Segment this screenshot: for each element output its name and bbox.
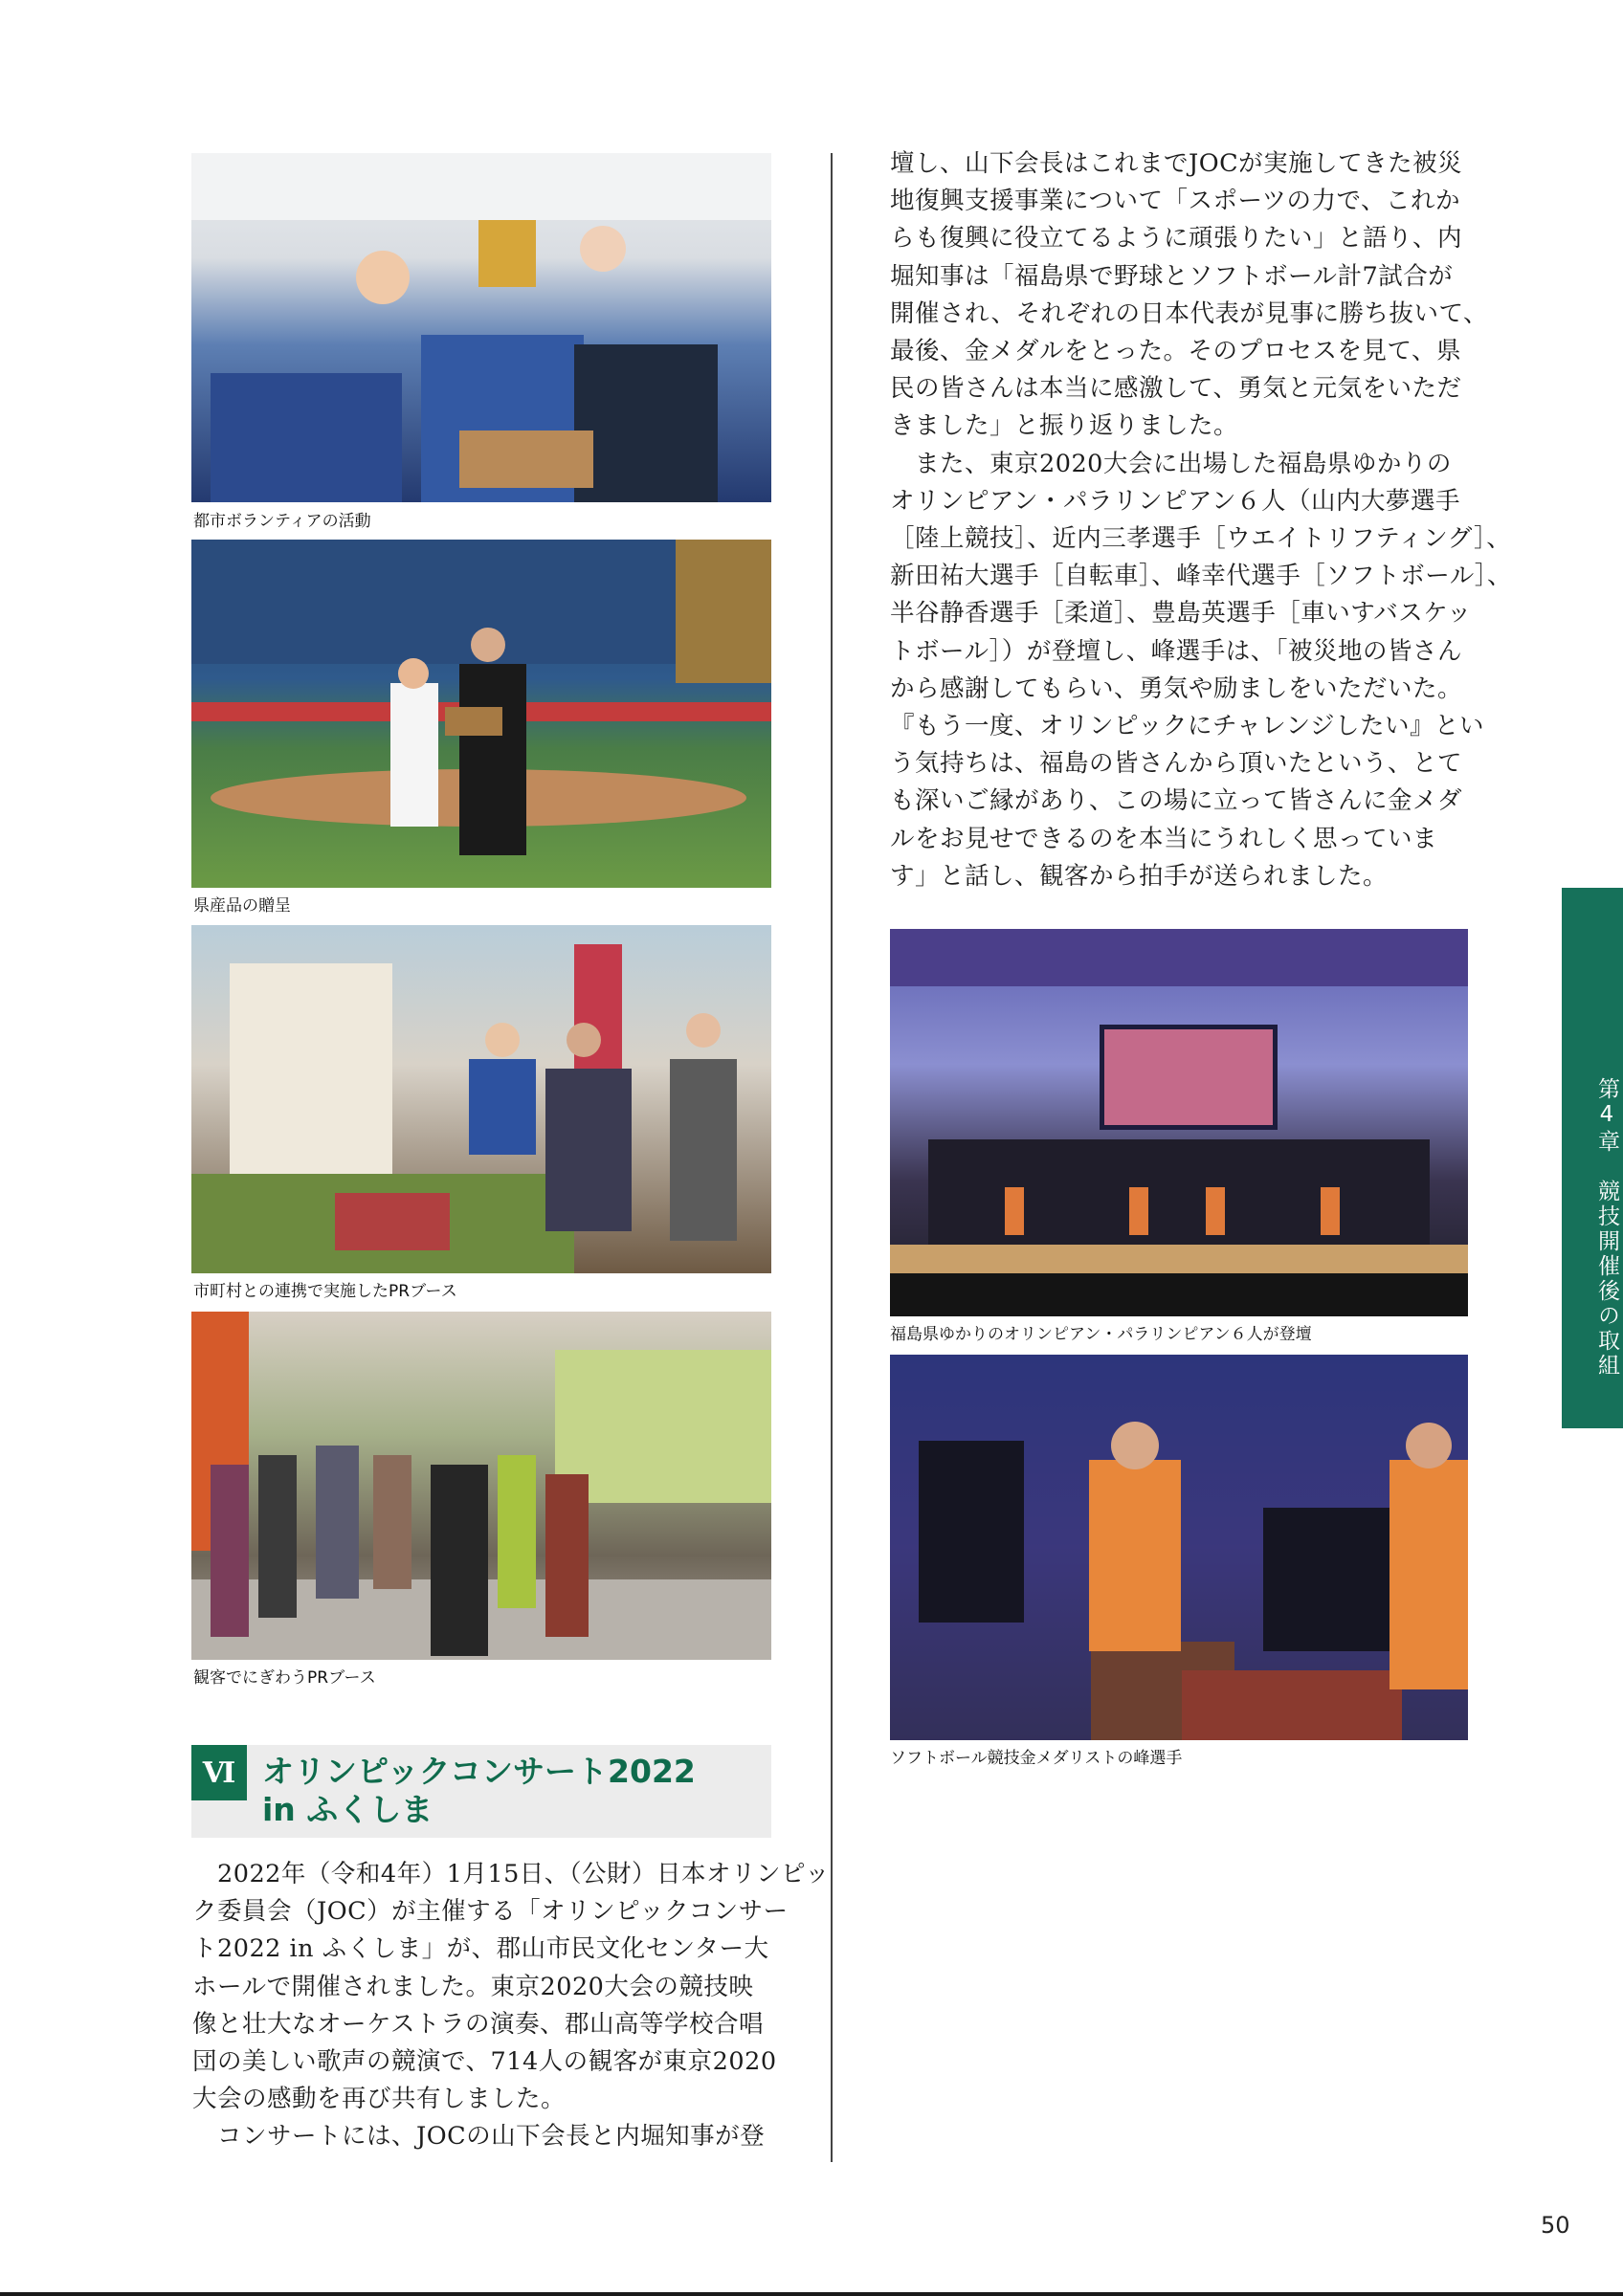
text-line: ト2022 in ふくしま」が、郡山市民文化センター大 — [192, 1934, 769, 1964]
text-line: 団の美しい歌声の競演で、714人の観客が東京2020 — [192, 2047, 777, 2077]
text-line: 民の皆さんは本当に感激して、勇気と元気をいただ — [890, 374, 1462, 404]
text-line: ホールで開催されました。東京2020大会の競技映 — [192, 1972, 754, 2001]
text-line: 大会の感動を再び共有しました。 — [192, 2085, 567, 2114]
text-line: 像と壮大なオーケストラの演奏、郡山高等学校合唱 — [192, 2009, 764, 2039]
text-line: 2022年（令和4年）1月15日、（公財）日本オリンピッ — [192, 1860, 831, 1888]
photo-caption-4: 観客でにぎわうPRブース — [193, 1668, 376, 1688]
text-line: す」と話し、観客から拍手が送られました。 — [890, 861, 1389, 891]
section-heading — [191, 1745, 771, 1838]
chapter-side-tab: 第4章 競技開催後の取組 — [1562, 888, 1623, 1428]
text-line: ク委員会（JOC）が主催する「オリンピックコンサー — [192, 1897, 789, 1927]
photo-caption-2: 県産品の贈呈 — [193, 896, 291, 916]
photo-crowded-pr-booth — [191, 1312, 771, 1660]
photo-caption-6: ソフトボール競技金メダリストの峰選手 — [890, 1749, 1183, 1768]
photo-volunteer-activity — [191, 153, 771, 502]
text-line: また、東京2020大会に出場した福島県ゆかりの — [890, 449, 1452, 478]
page-number: 50 — [1541, 2212, 1570, 2239]
bottom-rule — [0, 2292, 1623, 2296]
photo-municipal-pr-booth — [191, 925, 771, 1273]
section-title — [262, 1753, 696, 1829]
text-line: も深いご縁があり、この場に立って皆さんに金メダ — [890, 786, 1463, 816]
section-title-line-1: オリンピックコンサート2022 — [262, 1753, 696, 1790]
text-line: から感謝してもらい、勇気や励ましをいただいた。 — [890, 673, 1463, 703]
text-line: オリンピアン・パラリンピアン６人（山内大夢選手 — [890, 486, 1460, 516]
photo-olympians-on-stage — [890, 929, 1468, 1316]
text-line: コンサートには、JOCの山下会長と内堀知事が登 — [192, 2122, 766, 2152]
text-line: トボール］）が登壇し、峰選手は、「被災地の皆さん — [890, 636, 1462, 666]
text-line: 地復興支援事業について「スポーツの力で、これか — [890, 187, 1460, 216]
photo-gold-medalist — [890, 1355, 1468, 1740]
text-line: 開催され、それぞれの日本代表が見事に勝ち抜いて、 — [890, 298, 1489, 328]
section-number-badge: Ⅵ — [191, 1745, 247, 1800]
text-line: 堀知事は「福島県で野球とソフトボール計7試合が — [890, 261, 1454, 291]
left-column-text — [192, 1856, 830, 2156]
section-title-line-2: in ふくしま — [262, 1791, 434, 1828]
text-line: 壇し、山下会長はこれまでJOCが実施してきた被災 — [890, 149, 1463, 178]
photo-caption-1: 都市ボランティアの活動 — [193, 512, 371, 531]
text-line: 『もう一度、オリンピックにチャレンジしたい』とい — [890, 712, 1484, 741]
text-line: 新田祐大選手［自転車］、峰幸代選手［ソフトボール］、 — [890, 562, 1512, 591]
text-line: ［陸上競技］、近内三孝選手［ウエイトリフティング］、 — [890, 524, 1512, 554]
text-line: ルをお見せできるのを本当にうれしく思っていま — [890, 824, 1438, 853]
text-line: 半谷静香選手［柔道］、豊島英選手［車いすバスケッ — [890, 599, 1472, 629]
text-line: 最後、金メダルをとった。そのプロセスを見て、県 — [890, 337, 1461, 366]
text-line: らも復興に役立てるように頑張りたい」と語り、内 — [890, 224, 1463, 254]
photo-caption-3: 市町村との連携で実施したPRブース — [193, 1282, 457, 1301]
right-column-text — [890, 145, 1512, 895]
text-line: きました」と振り返りました。 — [890, 411, 1239, 441]
photo-local-products-gift — [191, 540, 771, 888]
photo-caption-5: 福島県ゆかりのオリンピアン・パラリンピアン６人が登壇 — [890, 1325, 1312, 1344]
column-divider — [831, 153, 833, 2162]
text-line: う気持ちは、福島の皆さんから頂いたという、とて — [890, 749, 1463, 779]
